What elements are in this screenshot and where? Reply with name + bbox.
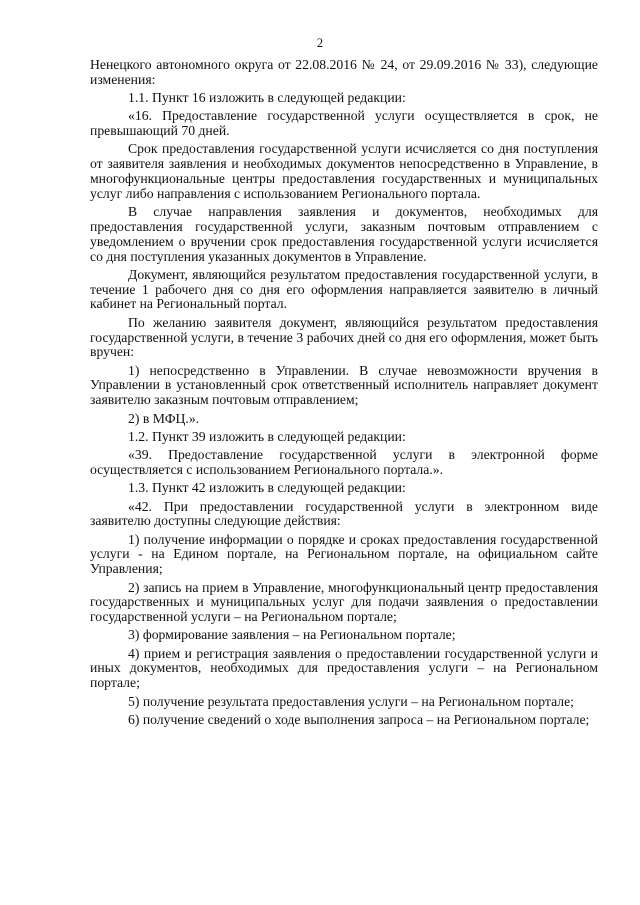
document-body — [90, 58, 598, 731]
paragraph: 4) прием и регистрация заявления о предоставлении государственной услуги и иных документов, необходимых для предоставления услуги – на Региональном портале; — [90, 645, 598, 691]
paragraph: Документ, являющийся результатом предоставления государственной услуги, в течение 1 рабочего дня со дня его оформления направляется заявителю в личный кабинет на Региональный портал. — [90, 266, 598, 312]
paragraph: «16. Предоставление государственной услуги осуществляется в срок, не превышающий 70 дней. — [90, 108, 598, 139]
paragraph: 5) получение результата предоставления услуги – на Региональном портале; — [128, 693, 574, 709]
paragraph: 6) получение сведений о ходе выполнения запроса – на Региональном портале; — [128, 711, 590, 727]
paragraph: 1.2. Пункт 39 изложить в следующей редакции: — [128, 428, 406, 444]
paragraph: 2) в МФЦ.». — [128, 410, 200, 426]
paragraph: Ненецкого автономного округа от 22.08.2016 № 24, от 29.09.2016 № 33), следующие изменения: — [90, 57, 598, 87]
paragraph: «42. При предоставлении государственной услуги в электронном виде заявителю доступны следующие действия: — [90, 498, 598, 529]
paragraph: По желанию заявителя документ, являющийся результатом предоставления государственной услуги, в течение 3 рабочих дней со дня его оформления, может быть вручен: — [90, 314, 598, 360]
paragraph: 1) непосредственно в Управлении. В случае невозможности вручения в Управлении в установленный срок ответственный исполнитель направляет документ заявителю заказным почтовым отправлением; — [90, 362, 598, 408]
paragraph: «39. Предоставление государственной услуги в электронной форме осуществляется с использованием Регионального портала.». — [90, 447, 598, 477]
paragraph: 1) получение информации о порядке и сроках предоставления государственной услуги - на Едином портале, на Региональном портале, на официальном сайте Управления; — [90, 531, 598, 577]
paragraph: 2) запись на прием в Управление, многофункциональный центр предоставления государственных и муниципальных услуг для подачи заявления о предоставлении государственной услуги – на Региональном портале; — [90, 579, 598, 625]
paragraph: Срок предоставления государственной услуги исчисляется со дня поступления от заявителя заявления и необходимых документов непосредственно в Управление, в многофункциональные центры предоставления государственных и муниципальных услуг либо направления с использованием Регионального портала. — [90, 141, 598, 201]
paragraph: 3) формирование заявления – на Региональном портале; — [128, 627, 456, 643]
paragraph: В случае направления заявления и документов, необходимых для предоставления государственной услуги, заказным почтовым отправлением с уведомлением о вручении срок предоставления государственной услуги исчисляется со дня поступления указанных документов в Управление. — [90, 204, 598, 264]
paragraph: 1.3. Пункт 42 изложить в следующей редакции: — [128, 480, 406, 496]
paragraph: 1.1. Пункт 16 изложить в следующей редакции: — [128, 90, 406, 106]
page-number: 2 — [316, 36, 324, 50]
